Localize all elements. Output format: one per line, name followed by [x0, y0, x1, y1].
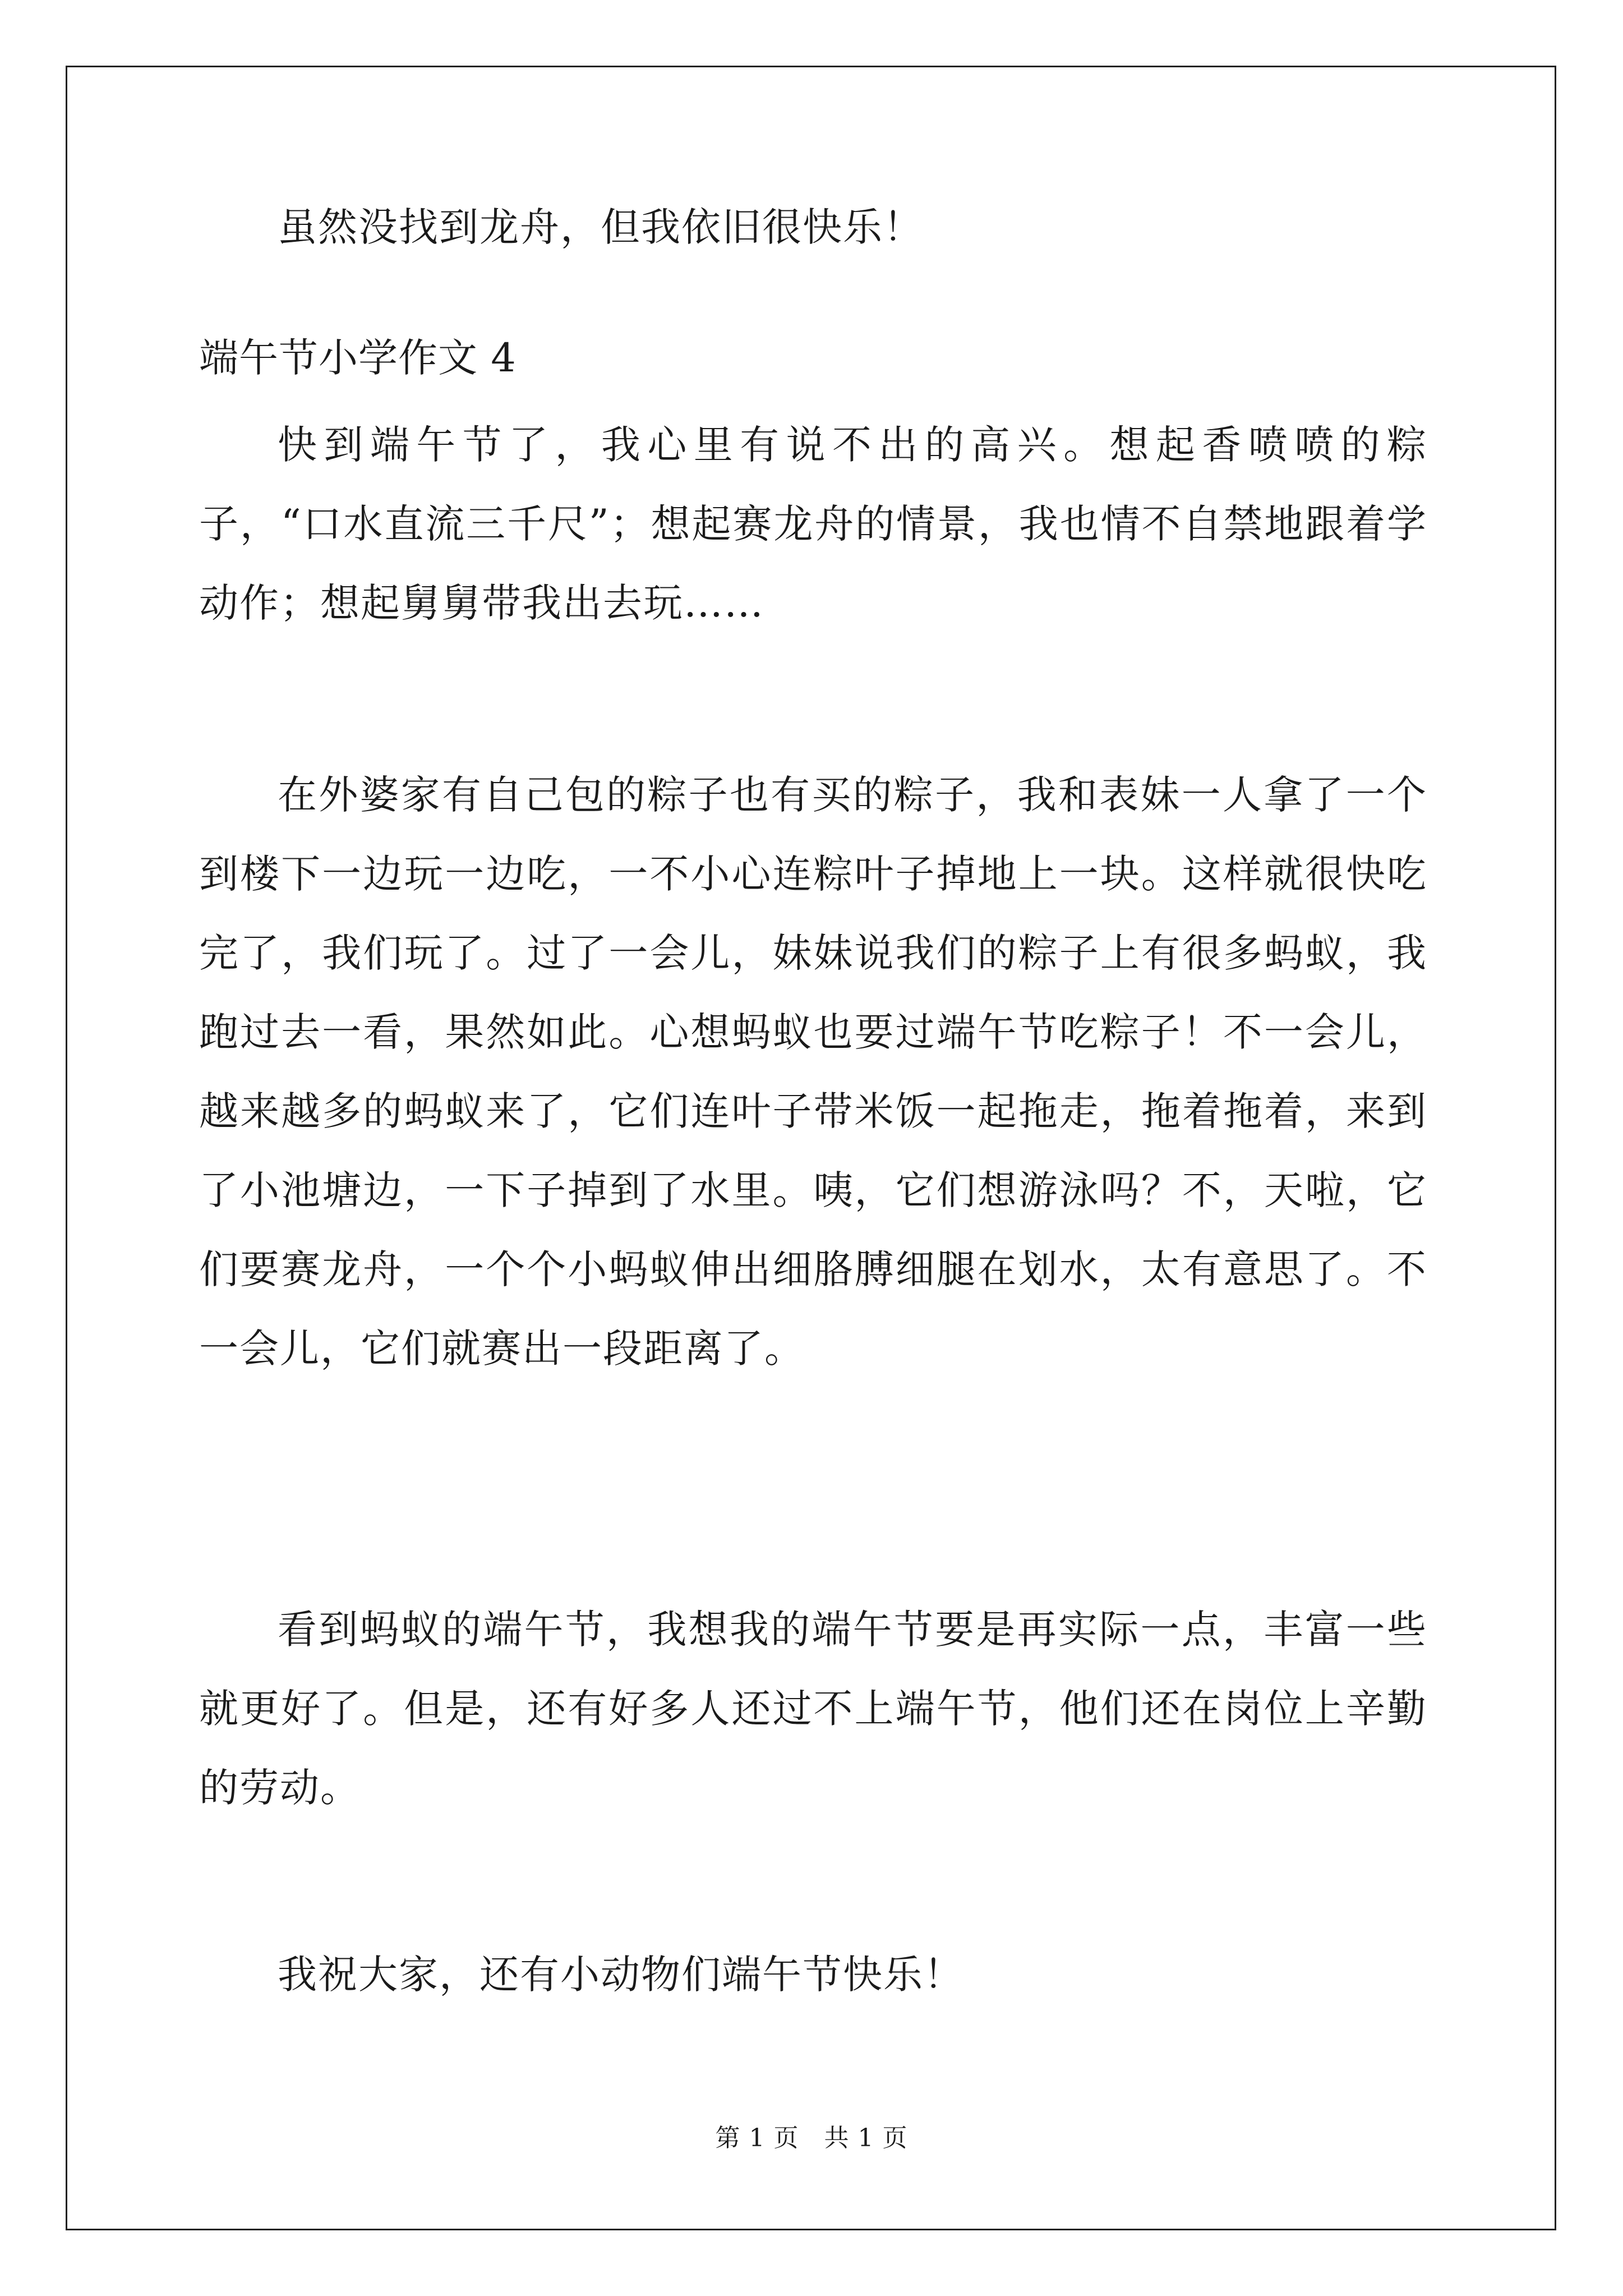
page-total: 共 1 页 [824, 2124, 908, 2152]
page-number: 第 1 页 [715, 2124, 799, 2152]
paragraph-1: 虽然没找到龙舟，但我依旧很快乐！ [278, 204, 924, 250]
paragraph-5: 我祝大家，还有小动物们端午节快乐！ [278, 1952, 964, 1998]
paragraph-4: 看到蚂蚁的端午节，我想我的端午节要是再实际一点，丰富一些就更好了。但是，还有好多人还过不上端午节，他们还在岗位上辛勤的劳动。 [199, 1607, 1427, 1811]
paragraph-2: 快到端午节了，我心里有说不出的高兴。想起香喷喷的粽子，“口水直流三千尺”；想起赛龙舟的情景，我也情不自禁地跟着学动作；想起舅舅带我出去玩…… [199, 422, 1427, 626]
section-title: 端午节小学作文 4 [199, 335, 517, 381]
page-footer [0, 2126, 1623, 2151]
paragraph-3: 在外婆家有自己包的粽子也有买的粽子，我和表妹一人拿了一个到楼下一边玩一边吃，一不小心连粽叶子掉地上一块。这样就很快吃完了，我们玩了。过了一会儿，妹妹说我们的粽子上有很多蚂蚁，我跑过去一看，果然如此。心想蚂蚁也要过端午节吃粽子！不一会儿，越来越多的蚂蚁来了，它们连叶子带米饭一起拖走，拖着拖着，来到了小池塘边，一下子掉到了水里。咦，它们想游泳吗？不，天啦，它们要赛龙舟，一个个小蚂蚁伸出细胳膊细腿在划水，太有意思了。不一会儿，它们就赛出一段距离了。 [199, 772, 1427, 1372]
